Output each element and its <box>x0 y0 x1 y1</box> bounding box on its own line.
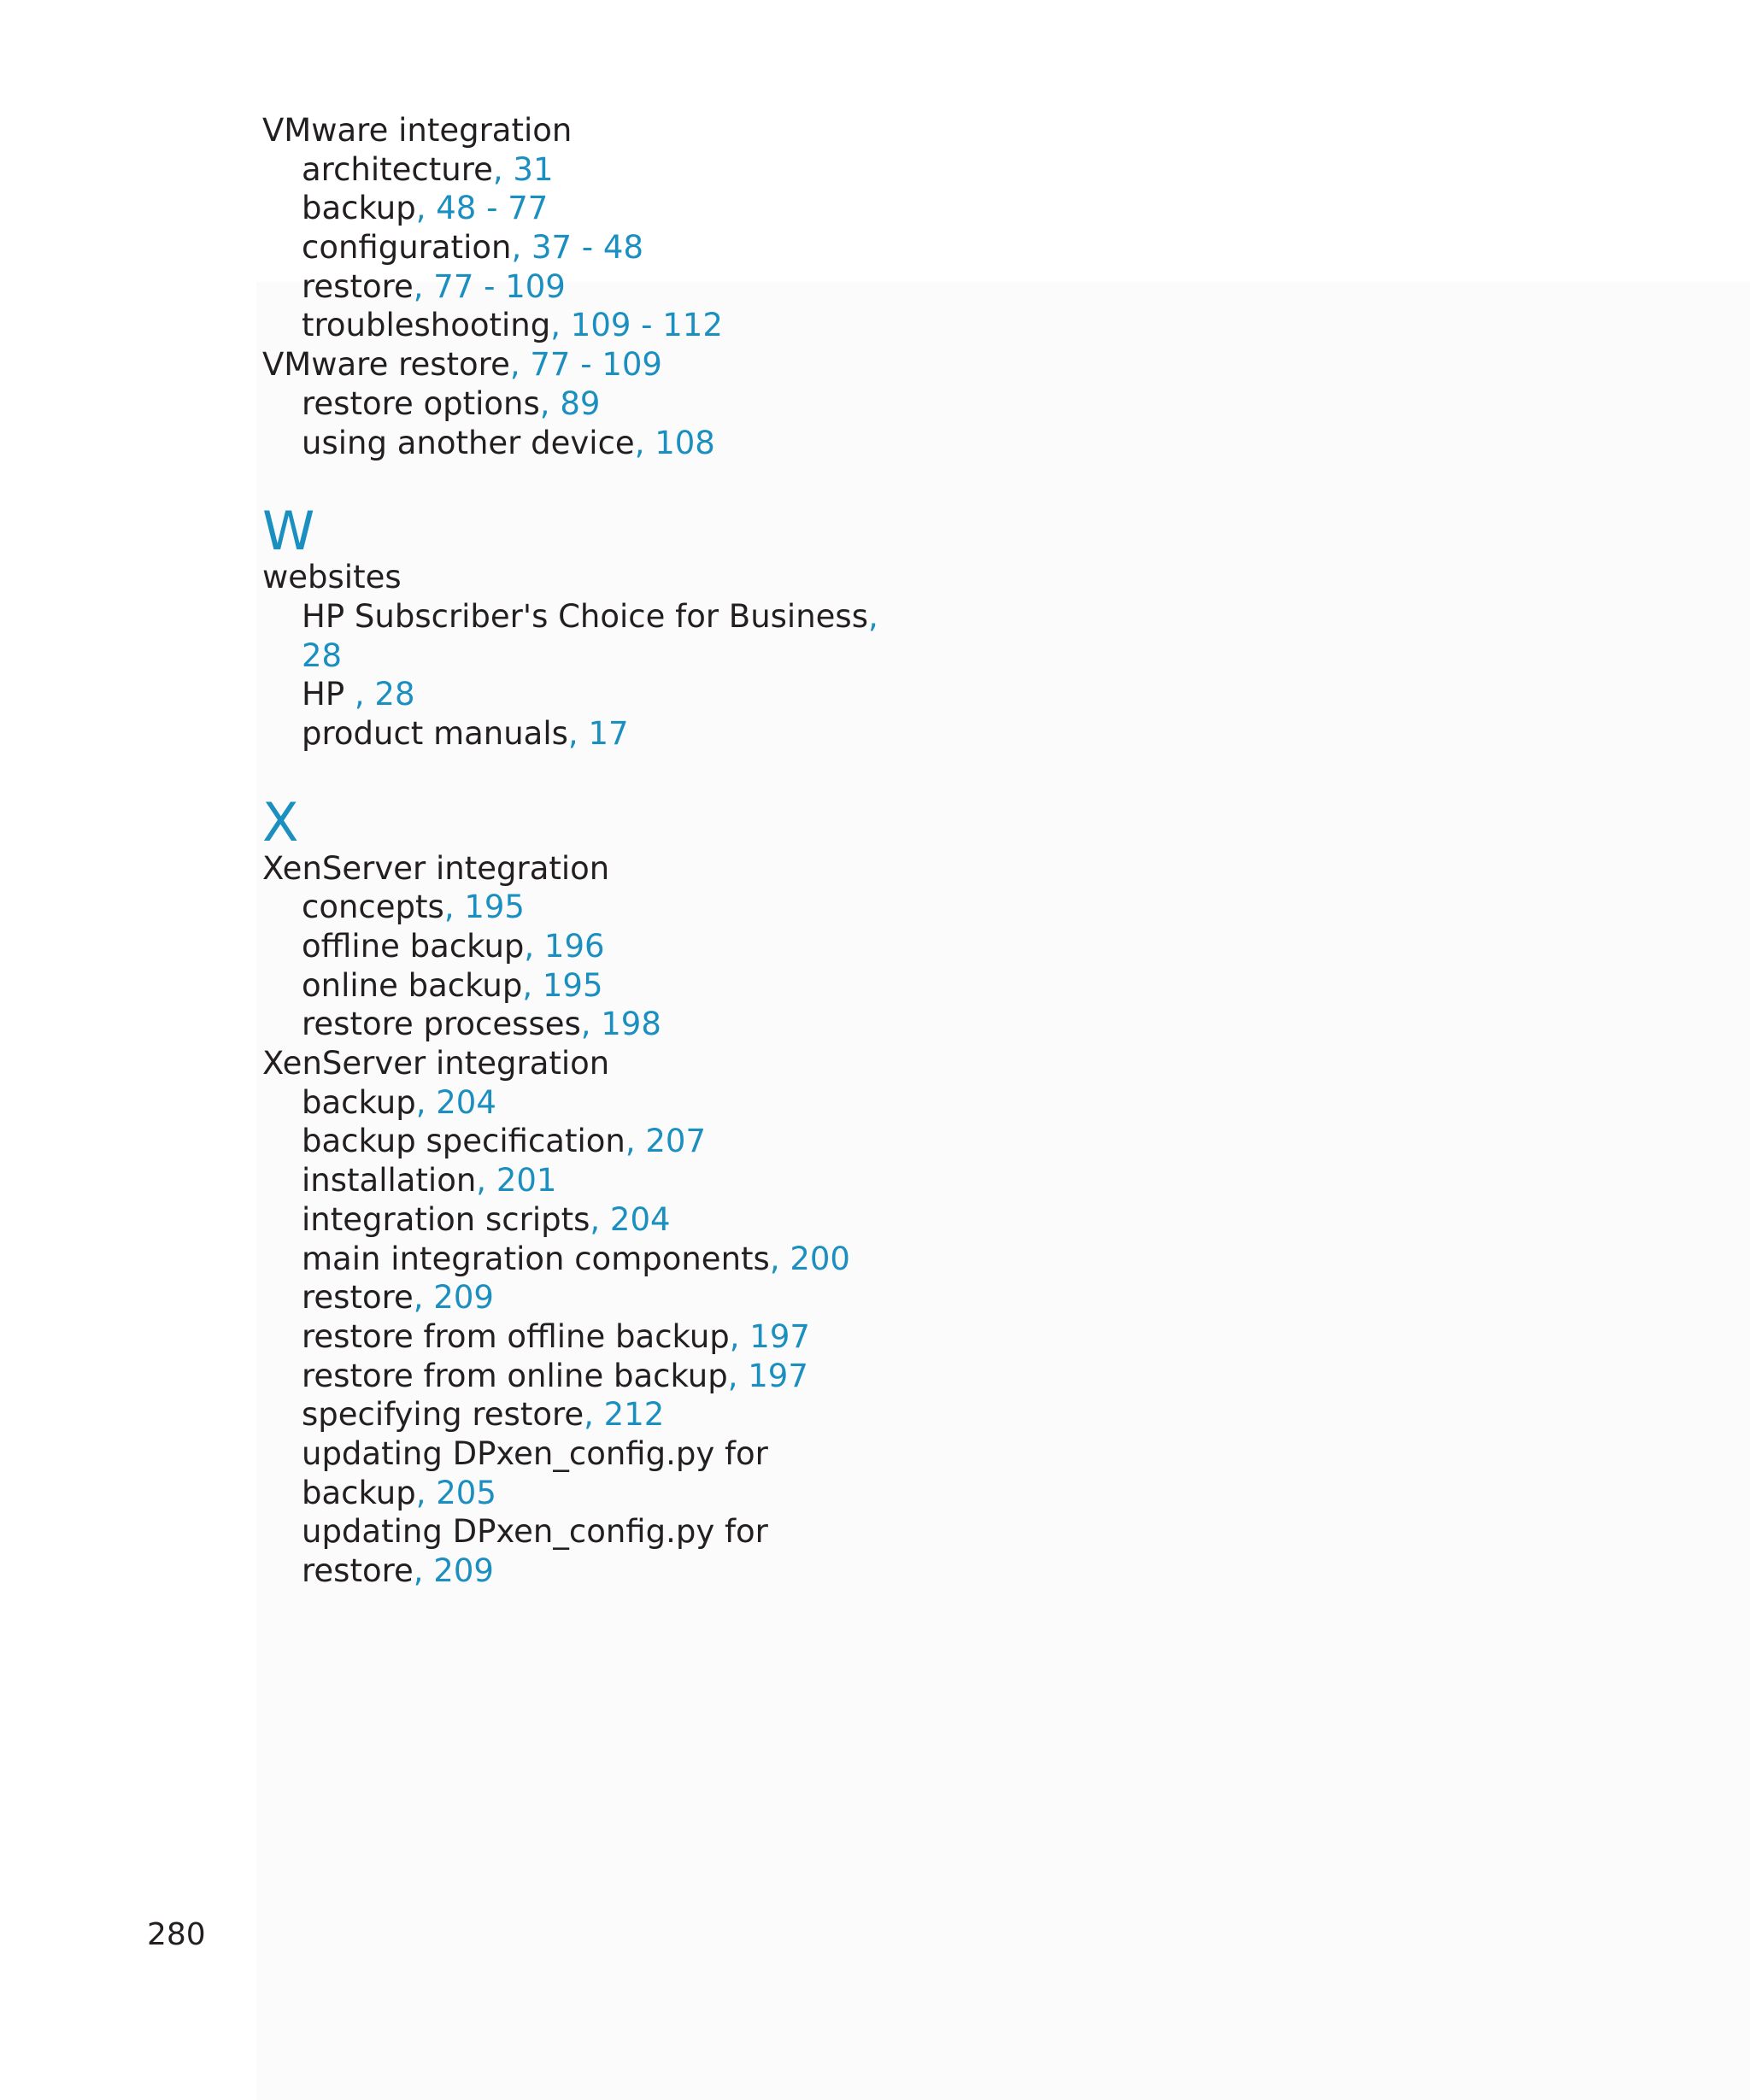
index-subentry <box>262 306 1117 345</box>
page-reference-link[interactable]: , 37 - 48 <box>511 229 643 267</box>
index-term: concepts <box>302 889 444 926</box>
page-reference-link[interactable]: , 201 <box>476 1162 557 1200</box>
index-subentry <box>262 1200 1117 1240</box>
index-subentry <box>262 1395 1117 1434</box>
page-reference-link[interactable]: , 212 <box>584 1396 665 1434</box>
index-subentry <box>262 150 1117 190</box>
index-subentry <box>262 1005 1117 1044</box>
index-term: websites <box>262 559 402 596</box>
index-section-letter: W <box>262 500 315 563</box>
page-reference-link[interactable]: , 200 <box>769 1240 850 1277</box>
index-term: integration scripts <box>302 1200 590 1238</box>
index-term: backup specification <box>302 1123 625 1160</box>
index-subentry <box>262 1083 1117 1123</box>
page-reference-link[interactable]: , 77 - 109 <box>509 346 662 384</box>
index-term: restore <box>302 267 414 305</box>
index-term: specifying restore <box>302 1396 584 1434</box>
index-subentry <box>262 384 1117 424</box>
index-subentry <box>262 927 1117 966</box>
page-reference-link[interactable]: , 196 <box>524 928 605 965</box>
page-reference-link[interactable]: , 209 <box>413 1552 494 1589</box>
page-reference-link[interactable]: , 48 - 77 <box>415 190 549 227</box>
index-term: restore from offline backup <box>302 1317 730 1355</box>
index-term: HP Subscriber's Choice for Business <box>302 597 868 635</box>
index-term: using another device <box>302 424 635 461</box>
index-term: XenServer integration <box>262 1045 610 1082</box>
index-subentry <box>262 1240 1117 1279</box>
index-term: restore <box>302 1552 414 1589</box>
index-subentry <box>262 714 1117 754</box>
index-entry <box>262 111 1117 150</box>
page-reference-link[interactable]: , 204 <box>590 1200 671 1238</box>
index-term: restore <box>302 1279 414 1317</box>
index-term: installation <box>302 1162 477 1200</box>
index-subentry <box>262 1512 1117 1552</box>
index-term: VMware restore <box>262 346 510 384</box>
index-entry <box>262 345 1117 384</box>
index-subentry <box>262 267 1117 307</box>
index-entry <box>262 849 1117 889</box>
page-reference-link[interactable]: , 31 <box>492 150 554 188</box>
page-reference-link[interactable]: , 17 <box>567 714 629 752</box>
page-reference-link[interactable]: 28 <box>302 636 343 674</box>
page-reference-link[interactable]: , 198 <box>580 1006 661 1043</box>
index-term: online backup <box>302 966 523 1004</box>
index-term: main integration components <box>302 1240 770 1277</box>
index-term: updating DPxen_config.py for <box>302 1513 768 1551</box>
page-reference-link[interactable]: , 89 <box>539 384 601 422</box>
index-subentry <box>262 424 1117 463</box>
index-term: configuration <box>302 229 512 267</box>
page-reference-link[interactable]: , 209 <box>413 1279 494 1317</box>
index-subentry <box>262 675 1117 714</box>
page-reference-link[interactable]: , 197 <box>727 1357 808 1394</box>
index-subentry <box>262 636 1117 676</box>
page-reference-link[interactable]: , 204 <box>415 1083 496 1121</box>
index-term: restore from online backup <box>302 1357 728 1394</box>
index-subentry <box>262 1357 1117 1396</box>
index-term: restore processes <box>302 1006 581 1043</box>
index-term: architecture <box>302 150 493 188</box>
index-term: VMware integration <box>262 112 573 149</box>
page-number: 280 <box>147 1917 206 1952</box>
index-subentry <box>262 1278 1117 1317</box>
index-subentry <box>262 1161 1117 1200</box>
index-term: product manuals <box>302 714 568 752</box>
page-reference-link[interactable]: , 28 <box>354 676 415 713</box>
index-term: backup <box>302 190 416 227</box>
index-subentry <box>262 888 1117 927</box>
index-term: restore options <box>302 384 540 422</box>
index-subentry <box>262 1317 1117 1357</box>
index-entry <box>262 1044 1117 1083</box>
page-reference-link[interactable]: , 197 <box>729 1317 810 1355</box>
index-subentry <box>262 228 1117 267</box>
index-subentry <box>262 966 1117 1006</box>
index-subentry <box>262 1122 1117 1161</box>
index-term: backup <box>302 1083 416 1121</box>
index-subentry <box>262 189 1117 228</box>
index-list <box>262 111 1117 1591</box>
page-reference-link[interactable]: , 205 <box>415 1474 496 1511</box>
index-subentry <box>262 1434 1117 1474</box>
page-reference-link[interactable]: , <box>867 597 878 635</box>
page-reference-link[interactable]: , 108 <box>634 424 715 461</box>
page-reference-link[interactable]: , 195 <box>443 889 525 926</box>
index-term: troubleshooting <box>302 307 551 344</box>
index-term: HP <box>302 676 355 713</box>
page-reference-link[interactable]: , 109 - 112 <box>550 307 723 344</box>
index-term: backup <box>302 1474 416 1511</box>
page-reference-link[interactable]: , 195 <box>522 966 603 1004</box>
index-subentry <box>262 1474 1117 1513</box>
index-subentry <box>262 1552 1117 1591</box>
page-reference-link[interactable]: , 207 <box>625 1123 706 1160</box>
index-entry <box>262 558 1117 597</box>
index-term: offline backup <box>302 928 525 965</box>
page-reference-link[interactable]: , 77 - 109 <box>413 267 566 305</box>
index-section-letter: X <box>262 790 299 853</box>
index-term: updating DPxen_config.py for <box>302 1434 768 1472</box>
index-term: XenServer integration <box>262 849 610 887</box>
index-subentry <box>262 597 1117 636</box>
